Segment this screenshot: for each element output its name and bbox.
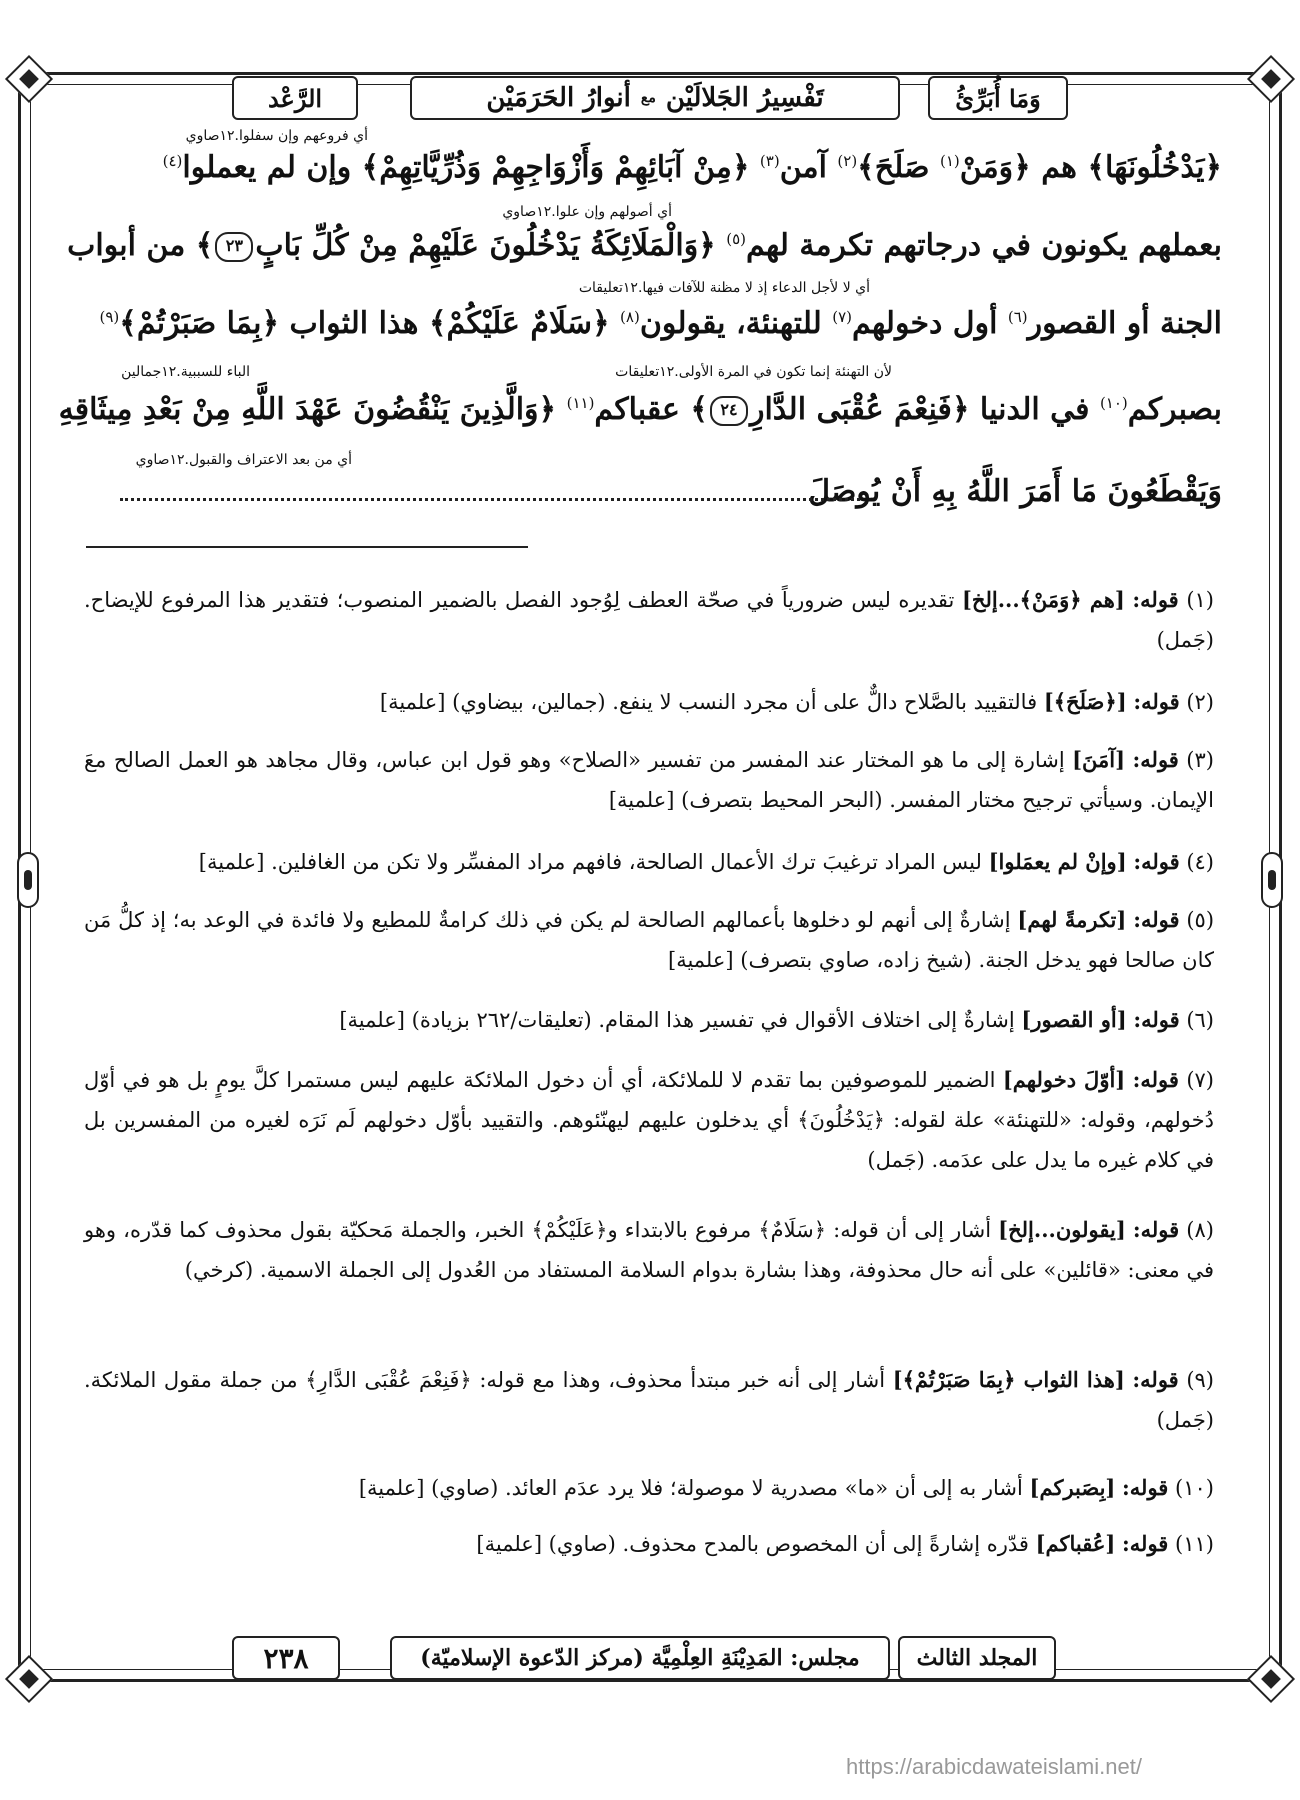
commentary-segment: هذا الثواب	[289, 306, 419, 341]
footnote-item: (٢) قوله: [﴿صَلَحَ﴾] فالتقييد بالصَّلاح دالٌّ على أن مجرد النسب لا ينفع. (جمالين، بيضاوي) [علمية]	[379, 689, 1214, 714]
juz-name-label: وَمَا أُبَرِّئُ	[928, 76, 1068, 120]
note-ref: (٢)	[837, 152, 858, 170]
commentary-segment: عقباكم	[594, 392, 680, 427]
note-ref: (٨)	[620, 308, 640, 326]
footnote-item: (٨) قوله: [يقولون...إلخ] أشار إلى أن قوله: ﴿سَلَامٌ﴾ مرفوع بالابتداء و﴿عَلَيْكُمْ﴾ الخبر، والجملة مَحكيّة بقول محذوف كما قدّره، وهو في معنى: «قائلين» على أنه حال محذوفة، وهذا بشارة بدوام السلامة المستفاد من العُدول إلى الجملة الاسمية. (كرخي)	[84, 1217, 1214, 1282]
footnote-item: (٦) قوله: [أو القصور] إشارةٌ إلى اختلاف الأقوال في تفسير هذا المقام. (تعليقات/٢٦٢ بزيادة) [علمية]	[339, 1007, 1214, 1032]
commentary-segment: للتهنئة، يقولون	[639, 306, 822, 341]
footnote-item: (١١) قوله: [عُقباكم] قدّره إشارةً إلى أن المخصوص بالمدح محذوف. (صاوي) [علمية]	[476, 1531, 1214, 1556]
quran-segment: ﴿بِمَا صَبَرْتُمْ﴾	[119, 306, 280, 341]
footnote-separator	[86, 546, 528, 548]
note-ref: (٥)	[726, 230, 746, 248]
footnote-item: (٤) قوله: [وإنْ لم يعمَلوا] ليس المراد ترغيبَ ترك الأعمال الصالحة، فافهم مراد المفسِّر ولا تكن من الغافلين. [علمية]	[198, 849, 1214, 874]
margin-gloss: الباء للسببية.١٢جمالين	[121, 364, 250, 380]
note-ref: (١٠)	[1099, 394, 1128, 412]
commentary-segment: هم	[1041, 150, 1077, 185]
page-number: ٢٣٨	[232, 1636, 340, 1680]
side-ornament	[1261, 852, 1283, 908]
footnote-item: (٧) قوله: [أوّلَ دخولهم] الضمير للموصوفين بما تقدم لا للملائكة، أي أن دخول الملائكة عليهم ليس مستمرا كلَّ يومٍ بل هو في أوّل دُخولهم، وقوله: «للتهنئة» علة لقوله: ﴿يَدْخُلُونَ﴾ أي يدخلون عليهم ليهنّئوهم. والتقييد بأوّل دخولهم لَم نَرَه لغيره من المفسرين بل في كلام غيره ما يدل على عدَمه. (جَمل)	[84, 1067, 1214, 1172]
book-title-separator: مع	[640, 90, 656, 106]
book-title	[410, 76, 900, 120]
commentary-segment: في الدنيا	[979, 392, 1090, 427]
commentary-segment: وإن لم يعملوا	[182, 150, 352, 185]
ayah-number-marker: ٢٤	[710, 396, 748, 426]
book-title-commentary: أنوارُ الحَرَمَيْن	[486, 83, 631, 113]
footnote-item: (٥) قوله: [تكرمةً لهم] إشارةٌ إلى أنهم لو دخلوها بأعمالهم الصالحة لم يكن في ذلك كرامةٌ للمطيع ولا فائدة في الوعد به؛ إذ كلُّ مَن كان صالحا فهو يدخل الجنة. (شيخ زاده، صاوي بتصرف) [علمية]	[84, 907, 1215, 972]
quran-segment: ﴾	[195, 228, 214, 263]
note-ref: (١١)	[566, 394, 595, 412]
note-ref: (١)	[939, 152, 960, 170]
publisher-label: مجلس: المَدِيْنَةِ العِلْمِيَّة (مركز الدّعوة الإسلاميّة)	[390, 1636, 890, 1680]
note-ref: (٩)	[99, 308, 120, 326]
footnote-item: (٣) قوله: [آمَنَ] إشارة إلى ما هو المختار عند المفسر من تفسير «الصلاح» وهو قول ابن عباس، وقال مجاهد هو العمل الصالح معَ الإيمان. وسيأتي ترجيح مختار المفسر. (البحر المحيط بتصرف) [علمية]	[84, 747, 1214, 812]
margin-gloss: أي فروعهم وإن سفلوا.١٢صاوي	[185, 128, 368, 144]
quran-segment: ﴿وَمَنْ	[959, 150, 1031, 185]
quran-segment: وَيَقْطَعُونَ مَا أَمَرَ اللَّهُ بِهِ أَنْ يُوصَلَ	[808, 474, 1222, 509]
footnote-item: (١٠) قوله: [بِصَبركم] أشار به إلى أن «ما» مصدرية لا موصولة؛ فلا يرد عدَم العائد. (صاوي) [علمية]	[358, 1475, 1214, 1500]
margin-gloss: لأن التهنئة إنما تكون في المرة الأولى.١٢تعليقات	[615, 364, 892, 380]
side-ornament	[17, 852, 39, 908]
margin-gloss: أي لا لأجل الدعاء إذ لا مظنة للآفات فيها.١٢تعليقات	[578, 280, 870, 296]
quran-segment: ﴿مِنْ آبَائِهِمْ وَأَزْوَاجِهِمْ وَذُرِّيَّاتِهِمْ﴾	[361, 150, 750, 185]
text-line-5	[808, 474, 1222, 509]
note-ref: (٣)	[759, 152, 780, 170]
commentary-segment: من أبواب	[67, 228, 186, 263]
book-title-main: تَفْسِيرُ الجَلالَيْن	[665, 83, 824, 113]
text-line-1	[163, 150, 1222, 185]
text-line-4	[59, 392, 1222, 427]
quran-segment: ﴿فَنِعْمَ عُقْبَى الدَّارِ	[749, 392, 970, 427]
volume-label: المجلد الثالث	[898, 1636, 1056, 1680]
quran-segment: ﴿وَالْمَلَائِكَةُ يَدْخُلُونَ عَلَيْهِمْ مِنْ كُلِّ بَابٍ	[255, 228, 716, 263]
quran-segment: صَلَحَ﴾	[857, 150, 930, 185]
commentary-segment: أول دخولهم	[852, 306, 998, 341]
footnote-item: (٩) قوله: [هذا الثواب ﴿بِمَا صَبَرْتُمْ﴾] أشار إلى أنه خبر مبتدأ محذوف، وهذا مع قوله: ﴿فَنِعْمَ عُقْبَى الدَّارِ﴾ من جملة مقول الملائكة. (جَمل)	[84, 1367, 1214, 1432]
watermark-url[interactable]: https://arabicdawateislami.net/	[846, 1754, 1142, 1779]
text-line-2	[67, 228, 1222, 263]
margin-gloss: أي أصولهم وإن علوا.١٢صاوي	[502, 204, 672, 220]
surah-name-label: الرَّعْد	[232, 76, 358, 120]
footnote-item: (١) قوله: [هم ﴿وَمَنْ﴾...إلخ] تقديره ليس ضرورياً في صحّة العطف لِوُجود الفصل بالضمير المنصوب؛ فتقدير هذا المرفوع للإيضاح. (جَمل)	[84, 587, 1214, 652]
text-line-3	[99, 306, 1222, 341]
commentary-segment: آمن	[779, 150, 827, 185]
quran-segment: ﴿سَلَامٌ عَلَيْكُمْ﴾	[428, 306, 610, 341]
quran-segment: ﴿وَالَّذِينَ يَنْقُضُونَ عَهْدَ اللَّهِ مِنْ بَعْدِ مِيثَاقِهِ	[58, 392, 557, 427]
quran-segment: ﴾	[690, 392, 708, 427]
ayah-number-marker: ٢٣	[215, 232, 253, 262]
continuation-dots	[120, 498, 860, 501]
quran-segment: ﴿يَدْخُلُونَهَا﴾	[1087, 150, 1222, 185]
commentary-segment: الجنة أو القصور	[1027, 306, 1222, 341]
commentary-segment: بصبركم	[1127, 392, 1222, 427]
note-ref: (٤)	[162, 152, 183, 170]
note-ref: (٧)	[832, 308, 853, 326]
note-ref: (٦)	[1007, 308, 1028, 326]
margin-gloss: أي من بعد الاعتراف والقبول.١٢صاوي	[135, 452, 352, 468]
commentary-segment: بعملهم يكونون في درجاتهم تكرمة لهم	[746, 228, 1222, 263]
